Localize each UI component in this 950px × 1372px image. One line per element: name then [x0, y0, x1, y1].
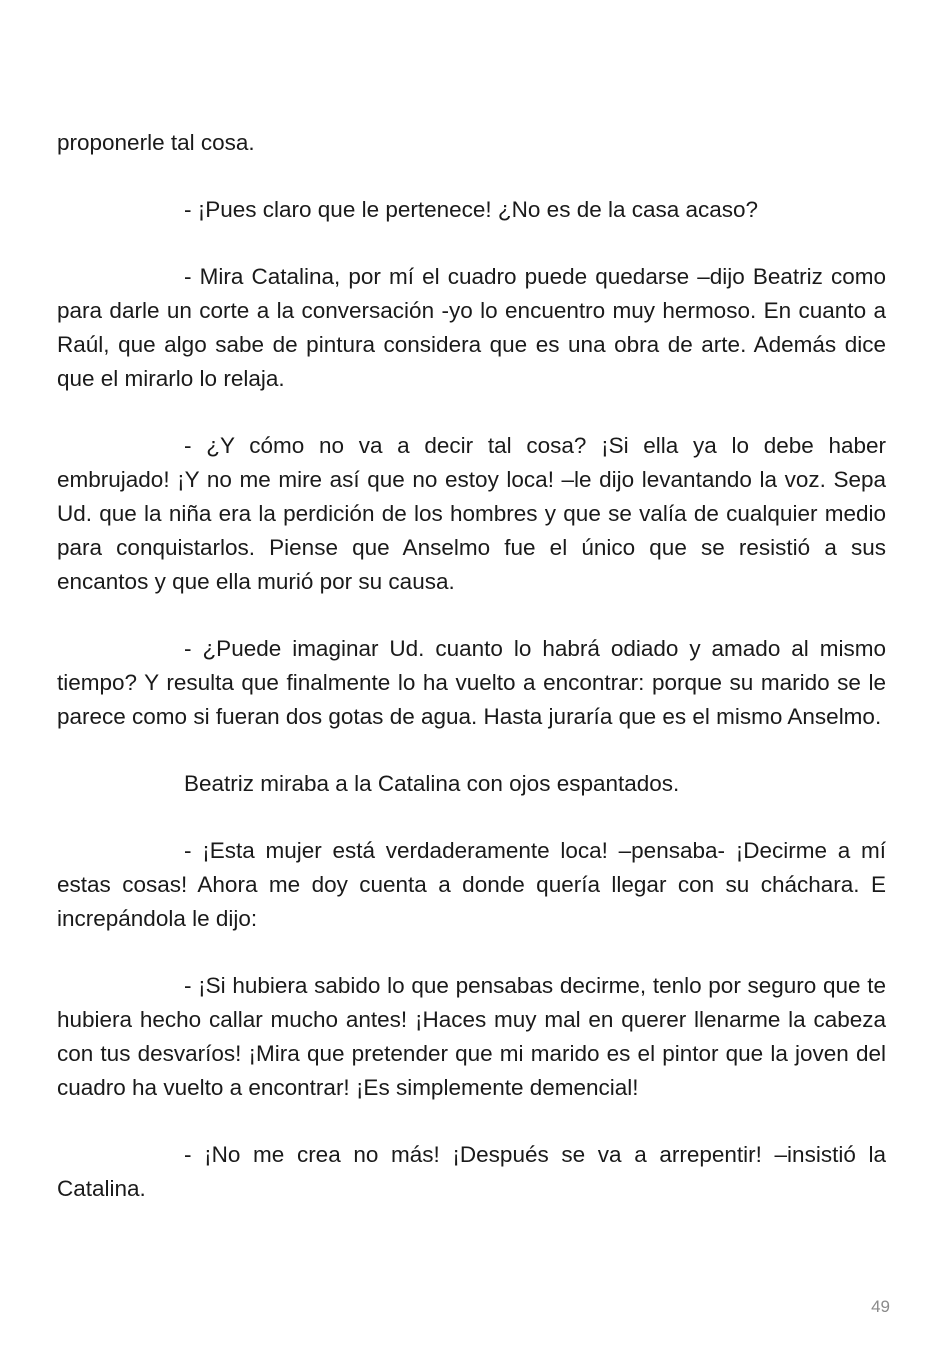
paragraph-dialogue: - Mira Catalina, por mí el cuadro puede quedarse –dijo Beatriz como para darle un corte a la conversación -yo lo encuentro muy hermoso. En cuanto a Raúl, que algo sabe de pintura considera que es una obra de arte. Además dice que el mirarlo lo relaja.	[57, 264, 886, 391]
paragraph-narration: Beatriz miraba a la Catalina con ojos espantados.	[184, 771, 680, 796]
paragraph-dialogue: - ¡Si hubiera sabido lo que pensabas decirme, tenlo por seguro que te hubiera hecho callar mucho antes! ¡Haces muy mal en querer llenarme la cabeza con tus desvaríos! ¡Mira que pretender que mi marido es el pintor que la joven del cuadro ha vuelto a encontrar! ¡Es simplemente demencial!	[57, 973, 886, 1100]
paragraph-dialogue: - ¿Y cómo no va a decir tal cosa? ¡Si ella ya lo debe haber embrujado! ¡Y no me mire así que no estoy loca! –le dijo levantando la voz. Sepa Ud. que la niña era la perdición de los hombres y que se valía de cualquier medio para conquistarlos. Piense que Anselmo fue el único que se resistió a sus encantos y que ella murió por su causa.	[57, 433, 886, 594]
paragraph-dialogue: - ¡Esta mujer está verdaderamente loca! –pensaba- ¡Decirme a mí estas cosas! Ahora me doy cuenta a donde quería llegar con su cháchara. E increpándola le dijo:	[57, 838, 886, 931]
paragraph-dialogue: - ¿Puede imaginar Ud. cuanto lo habrá odiado y amado al mismo tiempo? Y resulta que finalmente lo ha vuelto a encontrar: porque su marido se le parece como si fueran dos gotas de agua. Hasta juraría que es el mismo Anselmo.	[57, 636, 886, 729]
paragraph-dialogue: - ¡No me crea no más! ¡Después se va a arrepentir! –insistió la Catalina.	[57, 1142, 886, 1201]
page-number: 49	[871, 1297, 890, 1316]
paragraph-continuation: proponerle tal cosa.	[57, 130, 255, 155]
paragraph-dialogue: - ¡Pues claro que le pertenece! ¿No es de la casa acaso?	[184, 197, 759, 222]
page-body	[57, 126, 886, 1239]
